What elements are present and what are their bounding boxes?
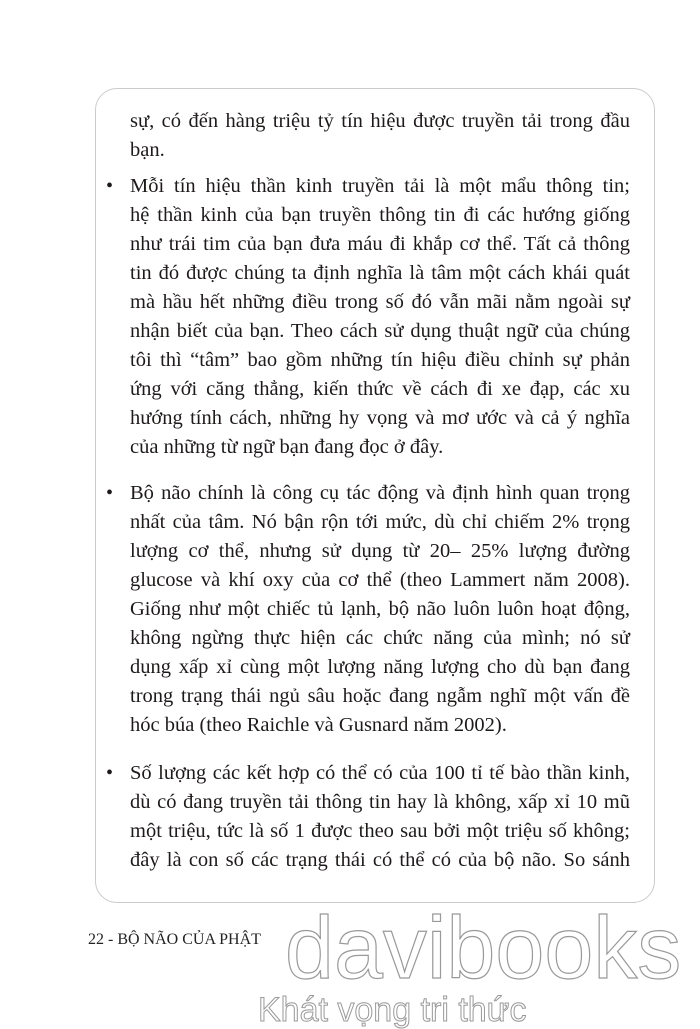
- text-line: hệ thần kinh của bạn truyền thông tin đi các hướng giống: [130, 204, 630, 226]
- text-line: nhất của tâm. Nó bận rộn tới mức, dù chỉ chiếm 2% trọng: [130, 511, 630, 533]
- text-line: mà hầu hết những điều trong số đó vẫn mãi nằm ngoài sự: [130, 291, 630, 313]
- bullet-item: [106, 479, 630, 740]
- page-footer: 22 - BỘ NÃO CỦA PHẬT: [88, 931, 261, 948]
- text-line: không ngừng thực hiện các chức năng của mình; nó sử: [130, 627, 630, 649]
- text-line: tôi thì “tâm” bao gồm những tín hiệu điều chỉnh sự phản: [130, 349, 630, 371]
- text-line: dù có đang truyền tải thông tin hay là không, xấp xỉ 10 mũ: [130, 791, 630, 813]
- text-line: của những từ ngữ bạn đang đọc ở đây.: [130, 436, 444, 458]
- text-line: hóc búa (theo Raichle và Gusnard năm 2002).: [130, 714, 507, 736]
- text-line: một triệu, tức là số 1 được theo sau bởi một triệu số không;: [130, 820, 630, 842]
- text-line: Mỗi tín hiệu thần kinh truyền tải là một mẩu thông tin;: [130, 175, 630, 197]
- bullet-icon: •: [106, 762, 114, 784]
- text-line: glucose và khí oxy của cơ thể (theo Lammert năm 2008).: [130, 569, 630, 591]
- text-line: bạn.: [130, 139, 165, 161]
- bullet-item: [106, 172, 630, 462]
- text-line: hướng tính cách, những hy vọng và mơ ước và cả ý nghĩa: [130, 407, 630, 429]
- text-line: lượng cơ thể, nhưng sử dụng từ 20– 25% lượng đường: [130, 540, 630, 562]
- text-line: tin đó được chúng ta định nghĩa là tâm một cách khái quát: [130, 262, 630, 284]
- text-line: trong trạng thái ngủ sâu hoặc đang ngẫm nghĩ một vấn đề: [130, 685, 630, 707]
- text-line: như trái tim của bạn đưa máu đi khắp cơ thể. Tất cả thông: [130, 233, 630, 255]
- text-line: ứng với căng thẳng, kiến thức về cách đi xe đạp, các xu: [130, 378, 630, 400]
- paragraph: [130, 107, 630, 165]
- bullet-icon: •: [106, 482, 114, 504]
- text-line: Bộ não chính là công cụ tác động và định hình quan trọng: [130, 482, 630, 504]
- text-line: đây là con số các trạng thái có thể có của bộ não. So sánh: [130, 849, 630, 871]
- text-line: Giống như một chiếc tủ lạnh, bộ não luôn luôn hoạt động,: [130, 598, 630, 620]
- text-line: sự, có đến hàng triệu tỷ tín hiệu được truyền tải trong đầu: [130, 110, 630, 132]
- watermark-tagline: Khát vọng tri thức: [258, 991, 527, 1029]
- text-line: nhận biết của bạn. Theo cách sử dụng thuật ngữ của chúng: [130, 320, 630, 342]
- text-line: Số lượng các kết hợp có thể có của 100 tỉ tế bào thần kinh,: [130, 762, 630, 784]
- bullet-icon: •: [106, 175, 114, 197]
- bullet-item: [106, 759, 630, 875]
- watermark-brand: davibooks: [285, 898, 682, 997]
- text-line: dụng xấp xỉ cùng một lượng năng lượng cho dù bạn đang: [130, 656, 630, 678]
